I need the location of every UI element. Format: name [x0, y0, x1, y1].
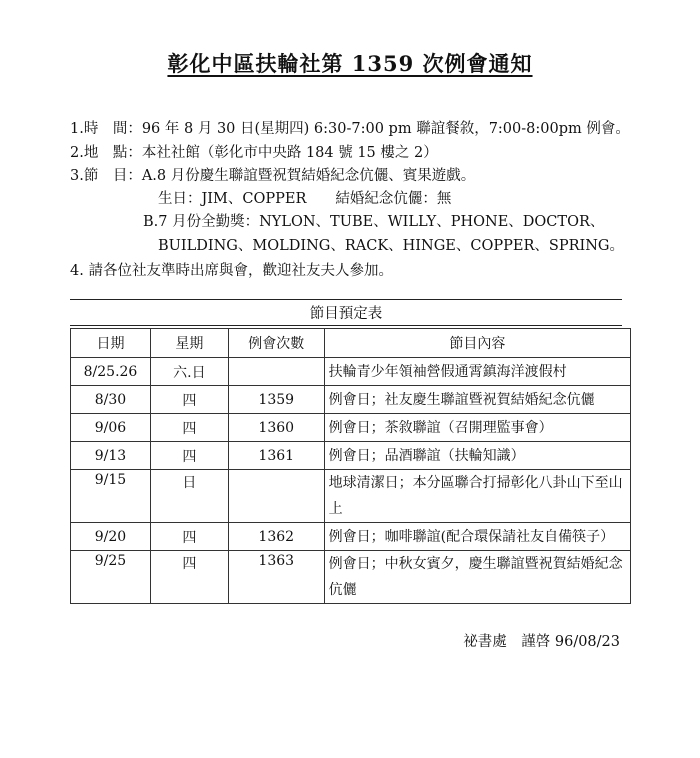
- cell-weekday: 四: [150, 523, 228, 551]
- cell-meeting-no: [228, 358, 324, 386]
- notice-time: 1.時 間：96 年 8 月 30 日(星期四) 6:30-7:00 pm 聯誼餐敘，7:00-8:00pm 例會。: [70, 121, 630, 137]
- table-row: [71, 470, 631, 523]
- cell-meeting-no: 1363: [228, 551, 324, 604]
- table-row: [71, 358, 631, 386]
- notice-attendance: B.7 月份全勤獎：NYLON、TUBE、WILLY、PHONE、DOCTOR、: [143, 214, 605, 230]
- page-title: [0, 48, 700, 78]
- cell-date: 9/13: [71, 442, 151, 470]
- cell-date: 9/20: [71, 523, 151, 551]
- table-header-row: [71, 329, 631, 358]
- notice-invite: 4. 請各位社友準時出席與會，歡迎社友夫人參加。: [70, 263, 393, 279]
- schedule-title: 節目預定表: [309, 306, 383, 322]
- cell-weekday: 四: [150, 386, 228, 414]
- cell-content: 例會日；中秋女賓夕，慶生聯誼暨祝賀結婚紀念伉儷: [324, 551, 630, 604]
- cell-date: 9/15: [71, 470, 151, 523]
- cell-weekday: 四: [150, 414, 228, 442]
- notice-place: 2.地 點：本社社館（彰化市中央路 184 號 15 樓之 2）: [70, 145, 438, 161]
- schedule-table: [70, 328, 631, 604]
- cell-date: 8/25.26: [71, 358, 151, 386]
- cell-meeting-no: 1362: [228, 523, 324, 551]
- cell-meeting-no: 1361: [228, 442, 324, 470]
- cell-date: 9/06: [71, 414, 151, 442]
- cell-date: 9/25: [71, 551, 151, 604]
- header-meeting-no: 例會次數: [228, 329, 324, 358]
- cell-content: 扶輪青少年領袖營假通霄鎮海洋渡假村: [324, 358, 630, 386]
- table-row: [71, 414, 631, 442]
- cell-content: 例會日；品酒聯誼（扶輪知識）: [324, 442, 630, 470]
- cell-meeting-no: [228, 470, 324, 523]
- notice-birthday: 生日：JIM、COPPER 結婚紀念伉儷：無: [158, 191, 452, 207]
- header-weekday: 星期: [150, 329, 228, 358]
- cell-content: 例會日；咖啡聯誼(配合環保請社友自備筷子）: [324, 523, 630, 551]
- notice-attendance-cont: BUILDING、MOLDING、RACK、HINGE、COPPER、SPRING。: [158, 238, 624, 254]
- page-title-text: 彰化中區扶輪社第 1359 次例會通知: [167, 51, 533, 76]
- divider-bottom: [70, 325, 622, 326]
- cell-content: 地球清潔日；本分區聯合打掃彰化八卦山下至山上: [324, 470, 630, 523]
- table-row: [71, 523, 631, 551]
- divider-top: [70, 299, 622, 300]
- cell-content: 例會日；社友慶生聯誼暨祝賀結婚紀念伉儷: [324, 386, 630, 414]
- cell-meeting-no: 1359: [228, 386, 324, 414]
- notice-program: 3.節 目：A.8 月份慶生聯誼暨祝賀結婚紀念伉儷、賓果遊戲。: [70, 168, 476, 184]
- cell-weekday: 六.日: [150, 358, 228, 386]
- table-row: [71, 386, 631, 414]
- cell-date: 8/30: [71, 386, 151, 414]
- signature: 祕書處 謹啓 96/08/23: [463, 634, 620, 650]
- table-row: [71, 551, 631, 604]
- cell-weekday: 日: [150, 470, 228, 523]
- header-date: 日期: [71, 329, 151, 358]
- cell-weekday: 四: [150, 551, 228, 604]
- table-row: [71, 442, 631, 470]
- cell-meeting-no: 1360: [228, 414, 324, 442]
- cell-weekday: 四: [150, 442, 228, 470]
- header-content: 節目內容: [324, 329, 630, 358]
- cell-content: 例會日；茶敘聯誼（召開理監事會）: [324, 414, 630, 442]
